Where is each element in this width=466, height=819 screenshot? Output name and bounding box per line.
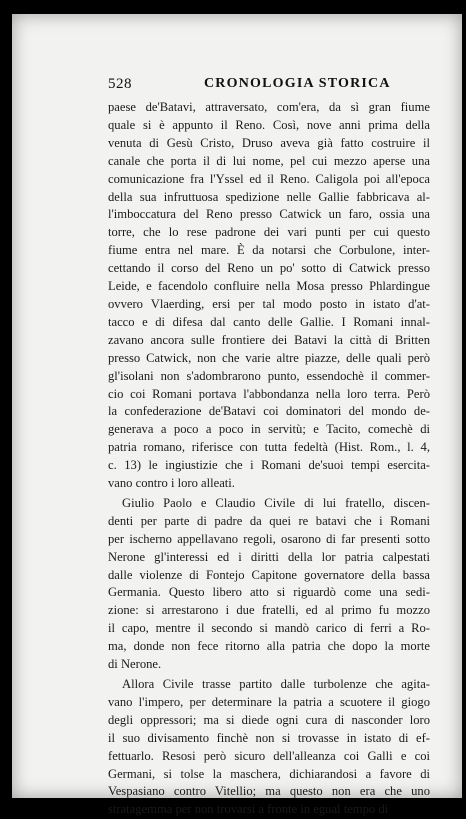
text-line: degli oppressori; ma si diede ogni cura di nasconder loro xyxy=(108,712,430,727)
text-line: presso Catwick, non che varie altre piazze, delle quali però xyxy=(108,350,430,365)
text-line: torre, che lo rese padrone dei vari punti per cui questo xyxy=(108,225,430,240)
text-line: generava a poco a poco in servitù; e Tacito, comechè di xyxy=(108,422,430,437)
text-line: di Nerone. xyxy=(108,657,162,672)
text-line: Germania. Questo libero atto si riguardò come una sedi- xyxy=(108,585,430,600)
paragraph xyxy=(108,495,430,674)
book-page xyxy=(12,14,462,817)
text-line: quale si è appunto il Reno. Così, nove anni prima della xyxy=(108,117,430,132)
text-line: zione: si arrestarono i due fratelli, ed al primo fu mozzo xyxy=(108,603,430,618)
text-line: canale che porta il di lui nome, pel cui mezzo aperse una xyxy=(108,153,430,168)
text-line: il suo divisamento finchè non si trovasse in istato di ef- xyxy=(108,730,430,745)
text-line: dalle violenze di Fontejo Capitone governatore della bassa xyxy=(108,567,430,582)
text-line: fiume entra nel mare. È da notarsi che Corbulone, inter- xyxy=(108,243,430,258)
text-line: per ischerno appellavano regoli, osarono di far presenti sotto xyxy=(108,531,430,546)
text-line: comunicazione fra l'Yssel ed il Reno. Caligola poi all'epoca xyxy=(108,171,430,186)
text-line: stratagemma per non trovarsi a fronte in egual tempo di xyxy=(108,802,389,817)
text-line: patria romano, riferisce con tutta fedeltà (Hist. Rom., l. 4, xyxy=(108,440,430,455)
text-line: Giulio Paolo e Claudio Civile di lui fratello, discen- xyxy=(122,495,430,510)
text-line: c. 13) le ingiustizie che i Romani de'suoi tempi esercita- xyxy=(108,458,430,473)
text-line: paese de'Batavi, attraversato, com'era, da sì gran fiume xyxy=(108,100,430,114)
page-header xyxy=(108,76,428,96)
text-line: Vespasiano contro Vitellio; ma questo non era che uno xyxy=(108,784,430,799)
text-line: ovvero Vlaerding, ersi per tal modo posto in istato d'at- xyxy=(108,296,430,311)
text-line: venuta di Gesù Cristo, Druso aveva già fatto costruire il xyxy=(108,135,430,150)
page-number: 528 xyxy=(108,76,132,92)
paragraph xyxy=(108,676,430,819)
running-title: CRONOLOGIA STORICA xyxy=(204,76,391,91)
text-line: Allora Civile trasse partito dalle turbolenze che agita- xyxy=(122,677,430,691)
text-line: denti per parte di padre da quei re batavi che i Romani xyxy=(108,513,430,528)
text-line: Germani, si tolse la maschera, dichiarandosi a favore di xyxy=(108,766,430,781)
text-line: cettando il corso del Reno un po' sotto di Catwick presso xyxy=(108,261,430,276)
text-line: il capo, mentre il secondo si mandò carico di ferri a Ro- xyxy=(108,621,430,636)
text-line: tacco e di difesa dal canto delle Gallie. I Romani innal- xyxy=(108,314,430,329)
text-line: la confederazione de'Batavi coi dominatori del mondo de- xyxy=(108,404,430,419)
text-line: gl'isolani non s'adombrarono punto, essendochè il commer- xyxy=(108,368,430,383)
text-line: vano contro i loro alleati. xyxy=(108,476,235,491)
text-line: Nerone gl'interessi ed i diritti della lor patria calpestati xyxy=(108,549,430,564)
text-line: Leide, e facendolo confluire nella Mosa presso Phlardingue xyxy=(108,279,430,294)
paragraph xyxy=(108,99,430,493)
text-line: vano l'impero, per determinare la patria a scuotere il giogo xyxy=(108,694,430,709)
text-line: cio coi Romani portava l'abbondanza nella loro terra. Però xyxy=(108,386,430,401)
text-line: ma, donde non fece ritorno alla patria che dopo la morte xyxy=(108,639,430,654)
text-line: l'imboccatura del Reno presso Catwick un faro, ossia una xyxy=(108,207,430,222)
text-line: fettuarlo. Resosi però sicuro dell'alleanza coi Galli e coi xyxy=(108,748,430,763)
text-line: della sua infruttuosa spedizione nelle Gallie fabbricava al- xyxy=(108,189,430,204)
text-line: zavano ancora sulle frontiere dei Batavi la città di Britten xyxy=(108,332,430,347)
body-text xyxy=(108,99,430,819)
